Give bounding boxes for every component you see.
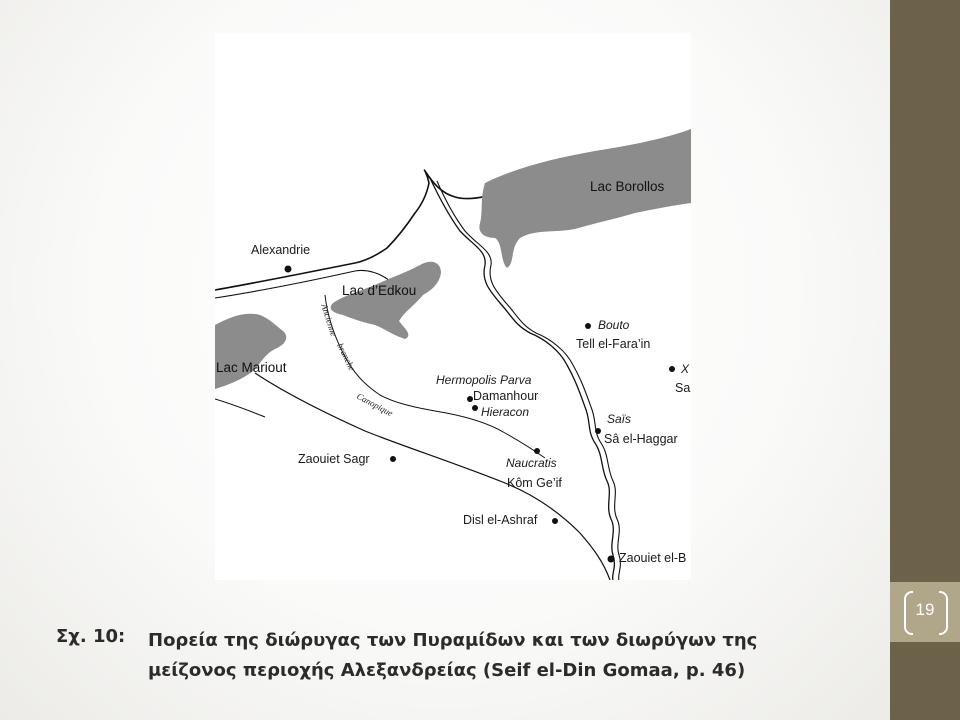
label-canopique: Canopique [355, 390, 395, 419]
label-sais: Saïs [607, 412, 632, 426]
label-lac-mariout: Lac Mariout [216, 360, 287, 375]
lake-borollos [479, 129, 691, 268]
label-hieracon: Hieracon [481, 405, 530, 419]
figure-caption-line-1: Πορεία της διώρυγας των Πυραμίδων και των διωρύγων της [148, 630, 758, 651]
label-zaouiet-el-b: Zaouiet el-B [619, 551, 687, 565]
label-naucratis: Naucratis [506, 456, 557, 470]
dot-naucratis [534, 448, 540, 454]
map-figure [215, 33, 691, 580]
label-lac-borollos: Lac Borollos [590, 179, 665, 194]
label-branche: branche [335, 341, 358, 373]
label-tell-el-farain: Tell el-Fara’in [576, 337, 651, 351]
lake-mariout [215, 314, 286, 389]
label-ancienne: Ancienne [319, 302, 339, 338]
dot-alexandrie [285, 266, 292, 273]
figure-caption-line-2: μείζονος περιοχής Αλεξανδρείας (Seif el-Din Gomaa, p. 46) [148, 660, 746, 681]
lake-edkou [331, 262, 441, 339]
dot-hieracon [472, 405, 478, 411]
dot-x [669, 366, 675, 372]
map-svg [215, 33, 691, 580]
label-lac-edkou: Lac d’Edkou [342, 283, 417, 298]
dot-disl-el-ashraf [552, 518, 558, 524]
label-sa-el-haggar: Sâ el-Haggar [604, 432, 678, 446]
label-bouto: Bouto [598, 318, 630, 332]
label-sa-partial: Sa [675, 381, 691, 395]
label-kom-geif: Kôm Ge’if [507, 476, 562, 490]
dot-bouto [585, 323, 591, 329]
canal-pyramids-upper [215, 399, 265, 417]
page-number-bracket-right [939, 591, 948, 635]
label-disl-el-ashraf: Disl el-Ashraf [463, 513, 538, 527]
dot-zaouiet-el-b [608, 556, 615, 563]
label-damanhour: Damanhour [473, 389, 539, 403]
dot-zaouiet-sagr [390, 456, 396, 462]
dot-sais [595, 428, 601, 434]
label-x-partial: X [681, 362, 690, 376]
label-alexandrie: Alexandrie [251, 243, 311, 257]
figure-number: Σχ. 10: [56, 626, 126, 647]
figure-caption [148, 626, 878, 686]
label-hermopolis-parva: Hermopolis Parva [436, 373, 532, 387]
label-zaouiet-sagr: Zaouiet Sagr [298, 452, 370, 466]
page-number: 19 [915, 600, 935, 619]
